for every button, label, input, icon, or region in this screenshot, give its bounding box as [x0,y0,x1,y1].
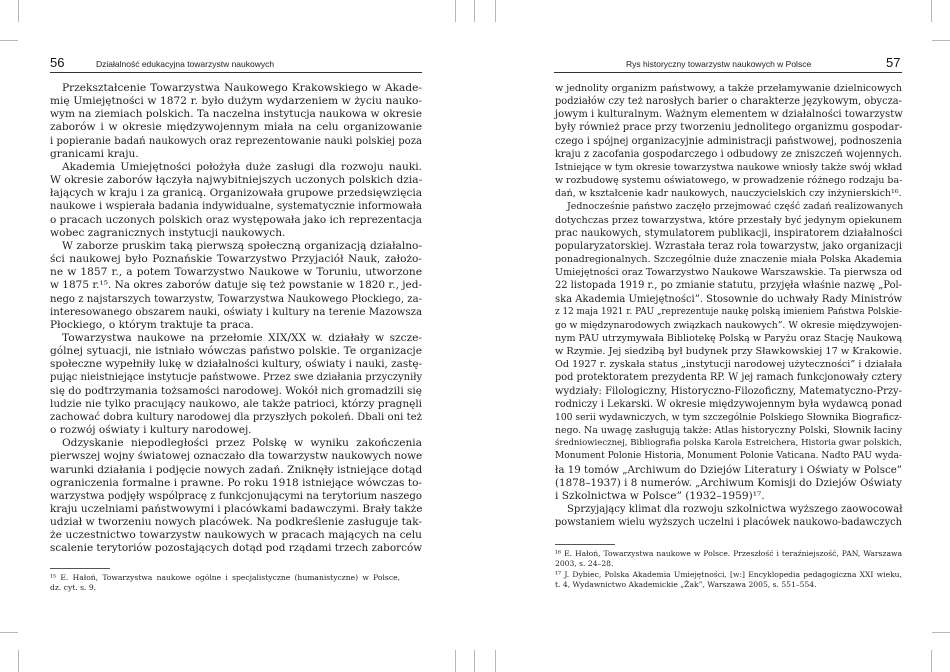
text-line: granicami kraju. [50,147,139,160]
footnotes [555,549,902,591]
page-number: 56 [50,55,65,70]
page-number: 57 [886,55,901,70]
body-text [50,82,422,556]
text-line: ograniczenia formalne i prawne. Po roku 1918 istniejące wówczas to- [50,476,422,489]
text-line: Odzyskanie niepodległości przez Polskę w wyniku zakończenia [62,437,422,450]
text-line: się do podtrzymania tożsamości narodowej. Wokół nich gromadzili się [50,384,422,397]
text-line: Sprzyjający klimat dla rozwoju szkolnictwa wyższego zaowocował [567,504,903,515]
text-line: pując nieistniejące instytucje państwowe. Przez swe działania przyczyniły [50,372,423,384]
running-head: Działalność edukacyjna towarzystw naukowych [96,59,275,69]
footnote-line: 2003, s. 24–28. [555,559,614,569]
text-line: dań, w kształcenie kadr naukowych, nauczycielskich czy inżynierskich¹⁶. [555,188,902,200]
text-line: nym PAU utrzymywała Bibliotekę Polską w Paryżu oraz Stację Naukową [555,332,903,344]
text-line: podziałów czy też narosłych barier o charakterze językowym, obycza- [555,96,902,108]
text-line: nego. Na uwagę zasługują także: Atlas historyczny Polski, Słownik łaciny [555,425,902,437]
text-line: i Szkolnictwa w Polsce” (1932–1959)¹⁷. [555,489,765,502]
text-line: Akademia Umiejętności położyła duże zasługi dla rozwoju nauki. [62,160,422,173]
text-line: rodniczy i Lekarski. W okresie międzywojennym była wydawcą ponad [555,398,902,410]
text-line: łających w kraju i za granicą. Organizowała grupowe przedsięwzięcia [50,187,422,200]
text-line: interesowanego obszarem nauki, oświaty i kultury na terenie Mazowsza [50,306,423,318]
body-text [555,82,902,529]
text-line: i popieranie badań naukowych oraz reprezentowanie nauki polskiej poza [50,135,422,147]
text-line: wobec zagranicznych instytucji naukowych. [50,226,286,239]
footnote-line: ¹⁶ E. Hałoń, Towarzystwa naukowe w Polsce. Przeszłość i teraźniejszość, PAN, Warszawa [555,549,902,558]
footnote-line: ¹⁷ J. Dybiec, Polska Akademia Umiejętności, [w:] Encyklopedia pedagogiczna XXI wieku, [555,569,902,579]
footnote-line: t. 4, Wydawnictwo Akademickie „Żak”, Warszawa 2005, s. 551–554. [555,580,817,590]
text-line: wym na ziemiach polskich. Ta naczelna instytucja naukowa w okresie [50,108,423,121]
text-line: warunki działania i podjęcie nowych zadań. Zniknęły istniejące dotąd [50,463,423,476]
header-rule [50,72,422,73]
text-line: Przekształcenie Towarzystwa Naukowego Krakowskiego w Akade- [62,82,422,94]
text-line: powstaniem wielu wyższych uczelni i placówek naukowo-badawczych [555,517,902,529]
text-line: jowym i kulturalnym. Ważnym elementem w działalności towarzystw [555,109,903,121]
text-line: (1878–1937) i 8 numerów. „Archiwum Komisji do Dziejów Oświaty [555,476,902,489]
text-line: 100 serii wydawniczych, w tym szczególnie Polskiego Słownika Biograficz- [555,411,902,423]
text-line: nego z najstarszych towarzystw, Towarzystwa Naukowego Płockiego, za- [50,293,422,305]
text-line: społeczne wypełniły lukę w działalności kultury, oświaty i nauki, zastę- [50,358,422,371]
text-line: kraju z zacofania gospodarczego i odbudowy ze zniszczeń wojennych. [555,148,902,160]
text-line: Umiejętności oraz Towarzystwo Naukowe Warszawskie. Ta pierwsza od [555,267,903,279]
text-line: ska Akademia Umiejętności”. Stosownie do uchwały Rady Ministrów [555,293,903,305]
text-line: udział w tworzeniu nowych placówek. Na podkreślenie zasługuje tak- [50,516,422,529]
text-line: czego i spójnej organizacyjnie administracji państwowej, podnoszenia [555,135,902,147]
header-rule [554,72,902,73]
footnotes [50,573,400,594]
text-line: ści naukowej było Poznańskie Towarzystwo Przyjaciół Nauk, założo- [50,253,422,266]
text-line: gólnej sytuacji, nie istniało wówczas państwo polskie. Te organizacje [50,345,422,358]
text-line: że uczestnictwo towarzystw naukowych w pracach mających na celu [50,529,422,542]
text-line: ponadregionalnych. Szczególnie duże znaczenie miała Polska Akademia [555,254,902,266]
running-head: Rys historyczny towarzystw naukowych w Polsce [626,59,812,69]
footnote-rule [50,568,110,569]
text-line: zaborów i w okresie międzywojennym miała na celu organizowanie [50,121,422,134]
footnote-line: dz. cyt. s. 9. [50,583,97,593]
text-line: w 1875 r.¹⁵. Na okres zaborów datuje się też powstanie w 1820 r., jed- [50,279,422,292]
text-line: Istniejące w tym okresie towarzystwa naukowe wniosły także swój wkład [555,161,903,173]
text-line: Monument Polonie Historia, Monument Polonie Vaticana. Nadto PAU wyda- [555,451,902,462]
text-line: W okresie zaborów łączyła najwybitniejszych uczonych polskich dzia- [50,174,423,187]
footnote-line: ¹⁵ E. Hałoń, Towarzystwa naukowe ogólne i specjalistyczne (humanistyczne) w Polsce, [50,573,400,582]
text-line: wydziały: Filologiczny, Historyczno-Filozoficzny, Matematyczno-Przy- [555,385,902,397]
text-line: średniowiecznej, Bibliografia polska Karola Estreichera, Historia gwar polskich, [555,438,902,449]
text-line: w Rzymie. Jej siedzibą był budynek przy Sławkowskiej 17 w Krakowie. [555,346,902,358]
text-line: w jednolity organizm państwowy, a także przełamywanie dzielnicowych [555,83,903,94]
text-line: Towarzystwa naukowe na przełomie XIX/XX w. działały w szcze- [62,331,422,344]
text-line: 22 listopada 1919 r., po zmianie statutu, przyjęła właśnie nazwę „Pol- [555,280,902,292]
text-line: z 12 maja 1921 r. PAU „reprezentuje naukę polską imieniem Państwa Polskie- [555,306,902,317]
text-line: popularyzatorskiej. Wzrastała teraz rola towarzystw, jako organizacji [555,240,902,252]
text-line: prac naukowych, stymulatorem publikacji, inspiratorem działalności [555,227,903,239]
text-line: scalenie terytoriów pozostających dotąd pod rządami trzech zaborców [50,542,423,555]
text-line: ne w 1857 r., a potem Towarzystwo Naukowe w Toruniu, utworzone [50,266,422,279]
text-line: warzystwa podjęły wspólpracę z funkcjonującymi na terytorium naszego [50,490,422,502]
text-line: Płockiego, o którym traktuje ta praca. [50,318,254,331]
text-line: dotychczas przez towarzystwa, które przestały być jedynym opiekunem [555,214,903,226]
text-line: ła 19 tomów „Archiwum do Dziejów Literatury i Oświaty w Polsce” [555,463,902,476]
text-line: o pracach uczonych polskich oraz występowała jako ich reprezentacja [50,213,422,226]
text-line: w rozbudowę systemu oświatowego, w prowadzenie różnego rodzaju ba- [555,175,903,187]
text-line: pierwszej wojny światowej oznaczało dla towarzystw naukowych nowe [50,450,423,463]
text-line: W zaborze pruskim taką pierwszą społeczną organizacją działalno- [62,239,422,252]
text-line: ludzie nie tylko pracujący naukowo, ale także patrioci, którzy pragnęli [50,397,422,410]
text-line: Od 1927 r. zyskała status „instytucji narodowej użyteczności” i działała [555,359,903,371]
text-line: pod protektoratem prezydenta RP. W jej ramach funkcjonowały cztery [555,372,902,384]
text-line: mię Umiejętności w 1872 r. było dużym wydarzeniem w życiu nauko- [50,95,422,108]
footnote-rule [555,544,615,545]
text-line: zachować dobra kultury narodowej dla przyszłych pokoleń. Dbali oni też [50,411,422,423]
text-line: kraju uczelniami państwowymi i placówkami badawczymi. Brały także [50,503,423,515]
right-page [475,0,950,672]
text-line: naukowe i wspierała badania indywidualne, systematycznie informowała [50,201,422,213]
text-line: go w międzynarodowych związkach naukowych”. W okresie międzywojen- [555,319,902,331]
text-line: o rozwój oświaty i kultury narodowej. [50,424,252,437]
text-line: były również prace przy tworzeniu jednolitego organizmu gospodar- [555,122,903,134]
text-line: Jednocześnie państwo zaczęło przejmować część zadań realizowanych [567,201,904,213]
